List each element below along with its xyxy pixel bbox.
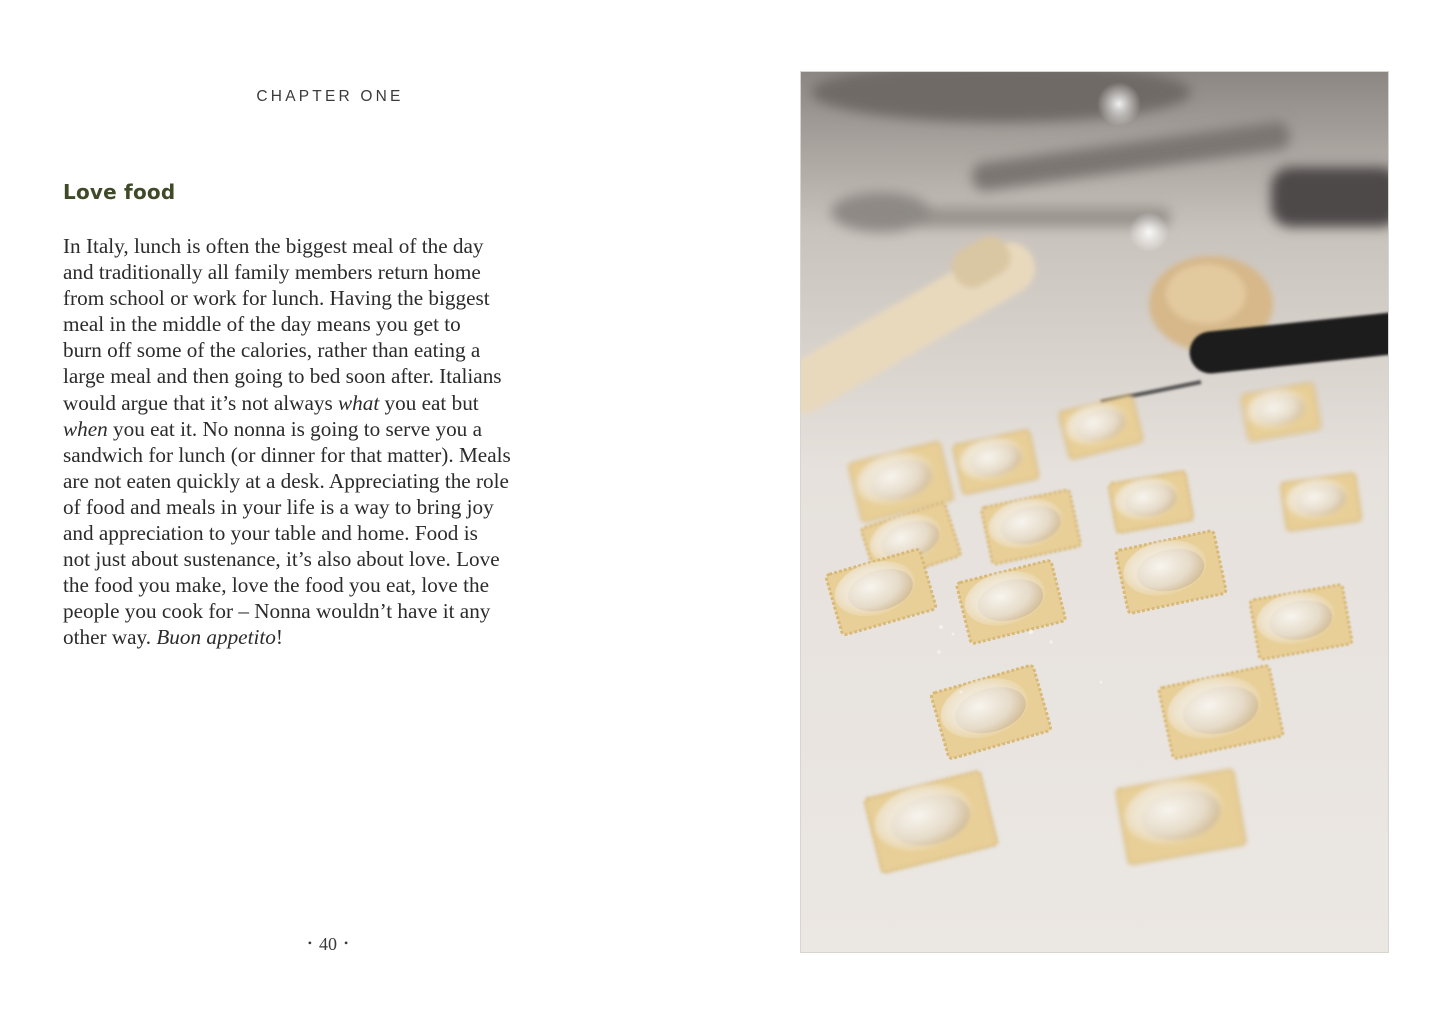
folio-dot-left: • [307,936,312,950]
body-run: you eat but [379,390,479,415]
body-run: are not eaten quickly at a desk. Appreciating the role [63,468,509,493]
body-text [63,233,608,651]
bokeh-light-2 [1129,212,1169,252]
body-line [63,337,608,363]
body-run: ! [275,625,283,650]
body-run: large meal and then going to bed soon after. Italians [63,364,502,389]
body-run: of food and meals in your life is a way to bring joy [63,494,494,519]
left-page [0,0,722,1009]
body-line [63,598,608,624]
body-line [63,390,608,416]
section-title: Love food [63,180,176,204]
page-number-value: 40 [319,934,337,954]
body-run: the food you make, love the food you eat, love the [63,573,489,598]
body-line [63,442,608,468]
folio-dot-right: • [344,936,349,950]
running-head: CHAPTER ONE [256,88,404,105]
body-run: burn off some of the calories, rather than eating a [63,338,481,363]
body-line [63,311,608,337]
ravioli-photo-illustration [801,72,1389,953]
body-italic-run: when [63,416,108,441]
body-italic-run: Buon appetito [156,625,276,650]
body-line [63,546,608,572]
body-run: people you cook for – Nonna wouldn’t have it any [63,599,491,624]
body-run: meal in the middle of the day means you get to [63,312,461,337]
body-run: would argue that it’s not always [63,390,339,415]
ravioli-photo [800,71,1389,953]
body-line [63,468,608,494]
body-line [63,363,608,389]
body-line [63,416,608,442]
body-line [63,259,608,285]
body-run: and traditionally all family members return home [63,260,481,285]
body-run: sandwich for lunch (or dinner for that matter). Meals [63,442,511,467]
page-number [290,934,366,955]
body-run: you eat it. No nonna is going to serve you a [107,416,482,441]
body-run: In Italy, lunch is often the biggest meal of the day [63,234,484,258]
body-line [63,624,608,650]
body-run: other way. [63,625,157,650]
body-line [63,233,608,259]
body-italic-run: what [338,390,380,415]
body-line [63,572,608,598]
body-run: and appreciation to your table and home. Food is [63,521,478,546]
body-line [63,285,608,311]
body-line [63,520,608,546]
bokeh-light [1097,82,1141,126]
body-run: not just about sustenance, it’s also about love. Love [63,547,500,572]
body-run: from school or work for lunch. Having the biggest [63,286,490,311]
body-line [63,494,608,520]
